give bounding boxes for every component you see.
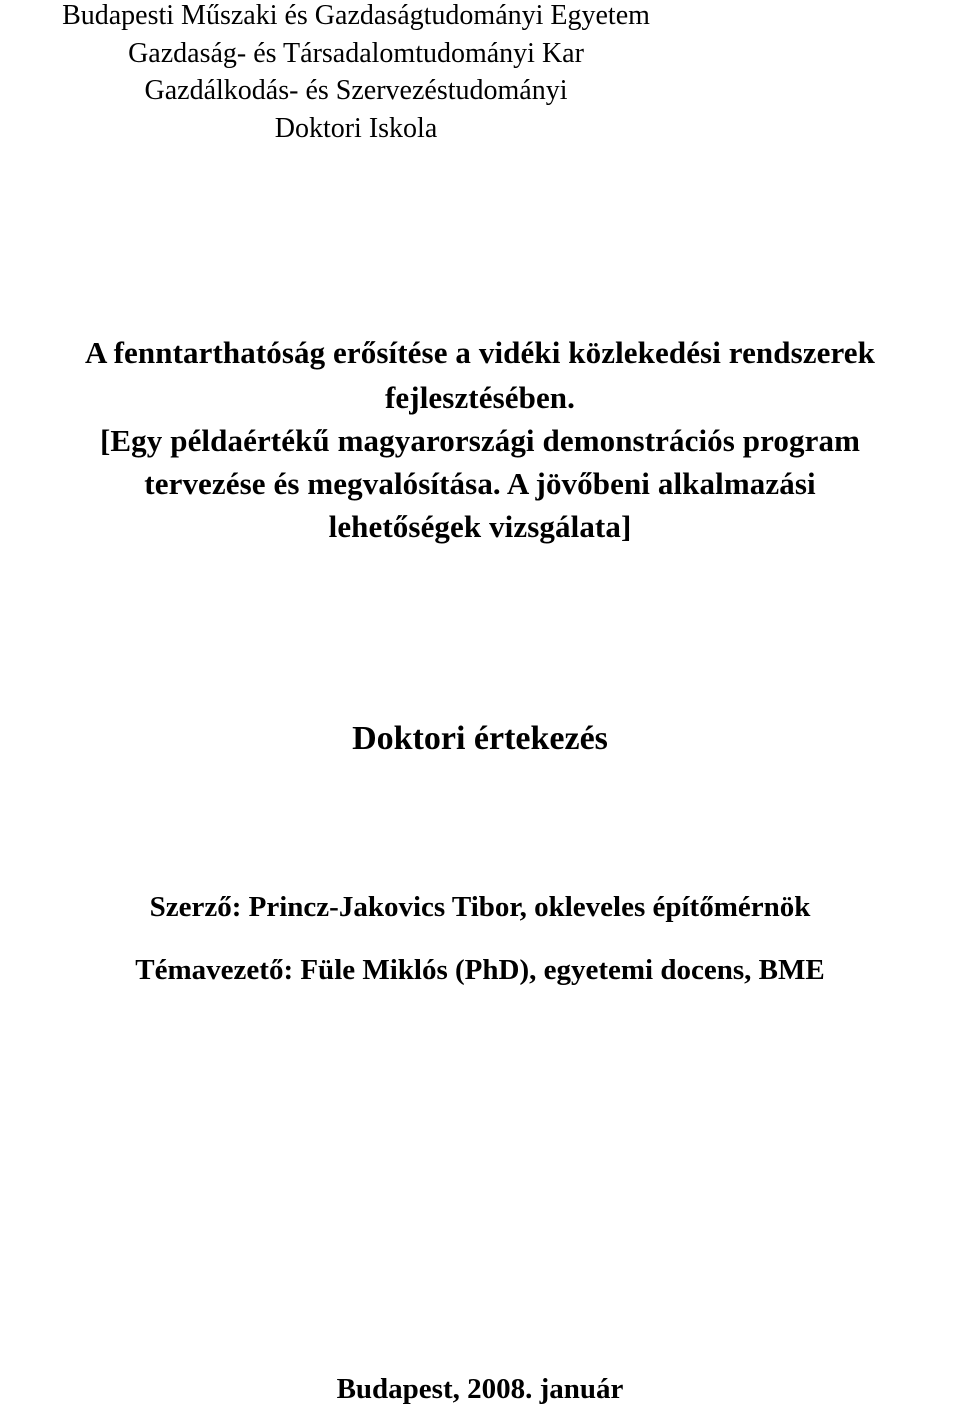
title-line-3: [Egy példaértékű magyarországi demonstrációs program — [99, 423, 861, 458]
author-line: Szerző: Princz-Jakovics Tibor, okleveles építőmérnök — [149, 891, 811, 923]
supervisor-line: Témavezető: Füle Miklós (PhD), egyetemi docens, BME — [135, 954, 825, 986]
document-type: Doktori értekezés — [352, 720, 608, 757]
title-line-4: tervezése és megvalósítása. A jövőbeni alkalmazási — [144, 466, 816, 501]
place-date: Budapest, 2008. január — [336, 1373, 624, 1405]
title-line-1: A fenntarthatóság erősítése a vidéki közlekedési rendszerek — [84, 335, 875, 370]
title-line-2: fejlesztésében. — [385, 380, 575, 415]
title-line-5: lehetőségek vizsgálata] — [328, 509, 632, 544]
